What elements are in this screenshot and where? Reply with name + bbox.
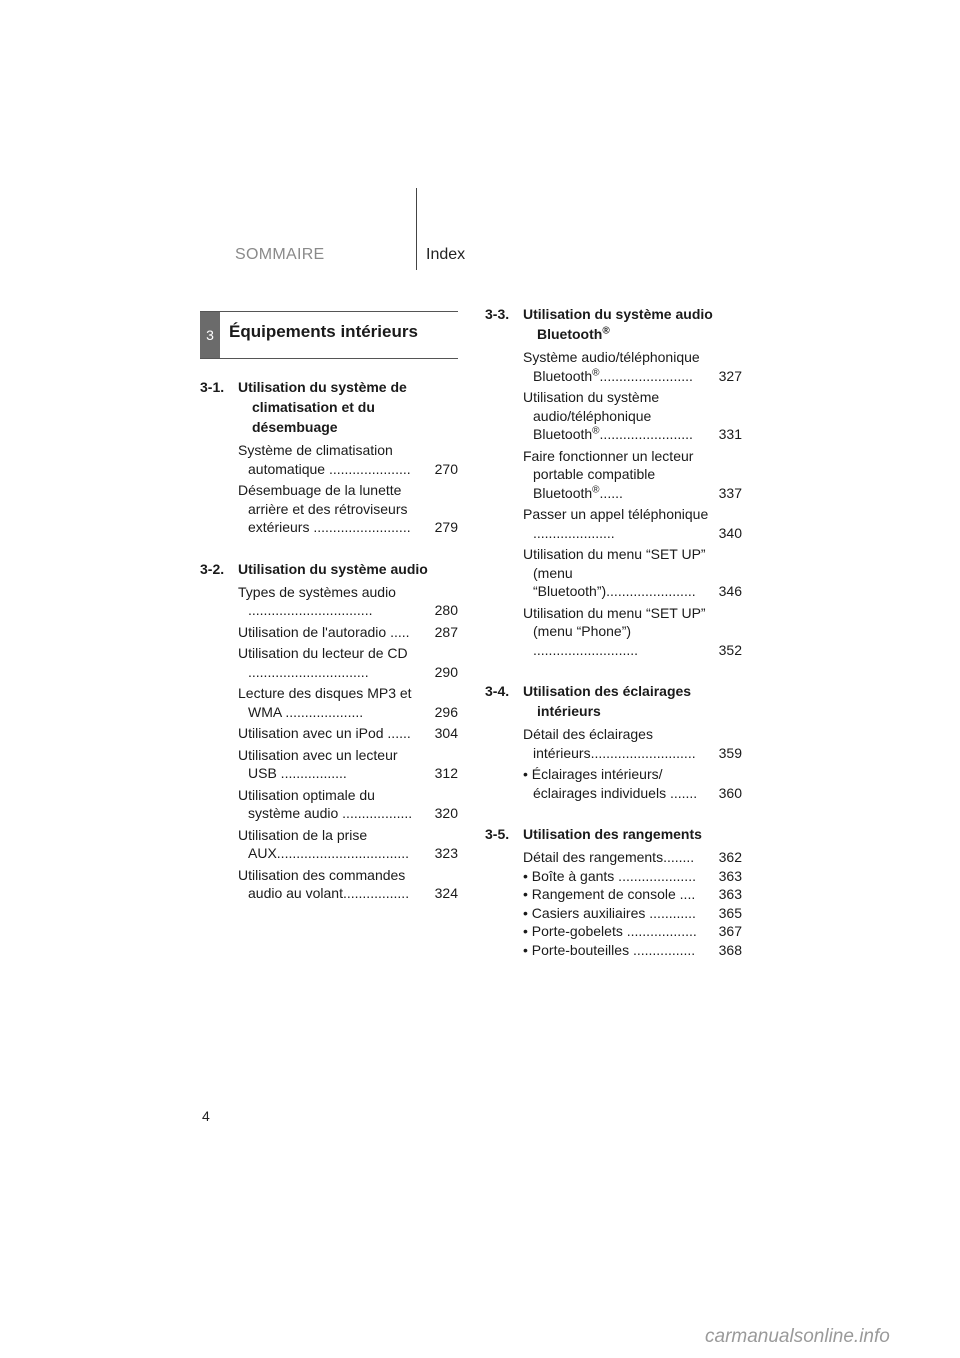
- toc-entry-label: Utilisation du système audio/téléphonique Bluetooth®........................: [523, 389, 693, 442]
- toc-entry[interactable]: [238, 644, 458, 681]
- toc-entry-label: Détail des éclairages intérieurs...........................: [523, 726, 696, 761]
- toc-entry-page: 363: [718, 867, 742, 884]
- toc-entry-page: 365: [718, 904, 742, 921]
- toc-entry[interactable]: [523, 348, 742, 385]
- toc-entry-page: 331: [718, 426, 742, 442]
- toc-entry[interactable]: [523, 604, 742, 660]
- toc-entry[interactable]: [523, 867, 742, 886]
- toc-entry-page: 312: [434, 765, 458, 781]
- toc-section-3-2: [200, 559, 458, 903]
- section-number: 3-4.: [485, 683, 510, 699]
- toc-entry-label: Faire fonctionner un lecteur portable compatible Bluetooth®......: [523, 447, 694, 501]
- toc-entry-page: 270: [434, 460, 458, 477]
- toc-entry-page: 279: [434, 519, 458, 535]
- toc-entry[interactable]: [238, 623, 458, 642]
- toc-entry-label: Utilisation de l'autoradio .....: [238, 623, 410, 640]
- toc-entry-page: 367: [718, 923, 742, 939]
- toc-entry[interactable]: [523, 848, 742, 867]
- toc-entry-label: Utilisation du menu “SET UP” (menu “Phone”) ...........................: [523, 604, 706, 658]
- toc-entry-label: Utilisation avec un lecteur USB .................: [238, 746, 398, 781]
- toc-section-3-3: [485, 304, 742, 659]
- watermark: carmanualsonline.info: [705, 1326, 890, 1347]
- toc-entry-label: Passer un appel téléphonique .....................: [523, 506, 709, 541]
- toc-entry-page: 320: [434, 805, 458, 821]
- toc-entry-label: Utilisation des commandes audio au volant.................: [238, 866, 410, 901]
- toc-section-3-5: [485, 824, 742, 959]
- nav-divider: [416, 188, 417, 270]
- toc-entry[interactable]: [238, 826, 458, 863]
- toc-entry-page: 304: [434, 725, 458, 741]
- nav-index-link[interactable]: Index: [426, 246, 466, 263]
- toc-entry-page: 352: [718, 641, 742, 658]
- toc-entry-label: • Casiers auxiliaires ............: [523, 904, 696, 921]
- toc-entry[interactable]: [523, 904, 742, 923]
- toc-entry-label: Lecture des disques MP3 et WMA ....................: [238, 685, 412, 720]
- section-number: 3-2.: [200, 560, 225, 577]
- toc-entry[interactable]: [238, 746, 458, 783]
- toc-entry-label: • Porte-bouteilles ................: [523, 941, 696, 958]
- toc-entry-label: Utilisation du menu “SET UP” (menu “Bluetooth”).......................: [523, 546, 706, 599]
- toc-entry-label: • Porte-gobelets ..................: [523, 923, 697, 939]
- toc-entry-label: Système audio/téléphonique Bluetooth®........................: [523, 349, 700, 384]
- chapter-header: [200, 311, 458, 359]
- toc-entry-label: • Boîte à gants ....................: [523, 867, 696, 884]
- toc-entry-label: Système de climatisation automatique .....................: [238, 442, 411, 477]
- toc-entry-page: 296: [434, 703, 458, 720]
- toc-entry[interactable]: [238, 441, 458, 478]
- toc-entry-page: 362: [718, 849, 742, 865]
- toc-entry[interactable]: [523, 885, 742, 904]
- toc-entry-page: 327: [718, 367, 742, 384]
- toc-right-column: [485, 304, 742, 981]
- toc-entry-page: 287: [434, 623, 458, 640]
- toc-entry[interactable]: [523, 941, 742, 960]
- toc-entry[interactable]: [238, 724, 458, 743]
- toc-entry-page: 323: [434, 845, 458, 861]
- chapter-number-badge: 3: [200, 312, 220, 358]
- chapter-title: Équipements intérieurs: [229, 322, 418, 341]
- toc-entry-label: Utilisation de la prise AUX..................................: [238, 826, 410, 861]
- toc-entry[interactable]: [523, 765, 742, 802]
- toc-entry-label: Désembuage de la lunette arrière et des rétroviseurs extérieurs .........................: [238, 482, 411, 535]
- toc-entry[interactable]: [523, 447, 742, 503]
- toc-entry-label: • Éclairages intérieurs/ éclairages individuels .......: [523, 766, 698, 801]
- toc-entry-page: 346: [718, 583, 742, 599]
- toc-section-3-4: [485, 681, 742, 802]
- toc-entry-page: 363: [718, 886, 742, 902]
- toc-entry-label: • Rangement de console ....: [523, 886, 696, 902]
- toc-entry[interactable]: [238, 481, 458, 537]
- toc-entry-label: Détail des rangements........: [523, 849, 695, 865]
- toc-entry[interactable]: [238, 684, 458, 721]
- section-title[interactable]: Utilisation du système de climatisation et du désembuage: [238, 379, 407, 435]
- toc-entry-page: 359: [718, 744, 742, 761]
- toc-entry-page: 360: [718, 784, 742, 801]
- section-title[interactable]: Utilisation du système audio Bluetooth®: [523, 306, 713, 342]
- section-title[interactable]: Utilisation des rangements: [523, 826, 702, 842]
- toc-entry[interactable]: [523, 545, 742, 601]
- section-number: 3-1.: [200, 379, 225, 395]
- toc-entry-page: 290: [434, 663, 458, 680]
- toc-entry-page: 368: [718, 941, 742, 958]
- toc-entry[interactable]: [238, 786, 458, 823]
- toc-entry-page: 340: [718, 524, 742, 541]
- toc-entry-page: 337: [718, 484, 742, 501]
- toc-left-column: [200, 377, 458, 925]
- toc-entry-label: Utilisation du lecteur de CD ...............................: [238, 645, 408, 680]
- toc-entry[interactable]: [523, 505, 742, 542]
- section-title[interactable]: Utilisation du système audio: [238, 560, 428, 577]
- toc-entry[interactable]: [523, 388, 742, 444]
- section-number: 3-3.: [485, 306, 510, 322]
- registered-mark: ®: [602, 325, 610, 337]
- toc-entry-label: Types de systèmes audio ................................: [238, 583, 396, 618]
- page-number: 4: [202, 1108, 210, 1124]
- toc-entry[interactable]: [523, 922, 742, 941]
- toc-entry[interactable]: [238, 866, 458, 903]
- toc-entry-page: 280: [434, 602, 458, 618]
- toc-entry-label: Utilisation optimale du système audio ..................: [238, 786, 413, 821]
- section-number: 3-5.: [485, 826, 510, 842]
- toc-entry-page: 324: [434, 885, 458, 901]
- nav-sommaire-link[interactable]: SOMMAIRE: [235, 246, 325, 263]
- toc-entry-label: Utilisation avec un iPod ......: [238, 725, 411, 741]
- section-title[interactable]: Utilisation des éclairages intérieurs: [523, 683, 692, 719]
- toc-section-3-1: [200, 377, 458, 537]
- toc-entry[interactable]: [238, 583, 458, 620]
- toc-entry[interactable]: [523, 725, 742, 762]
